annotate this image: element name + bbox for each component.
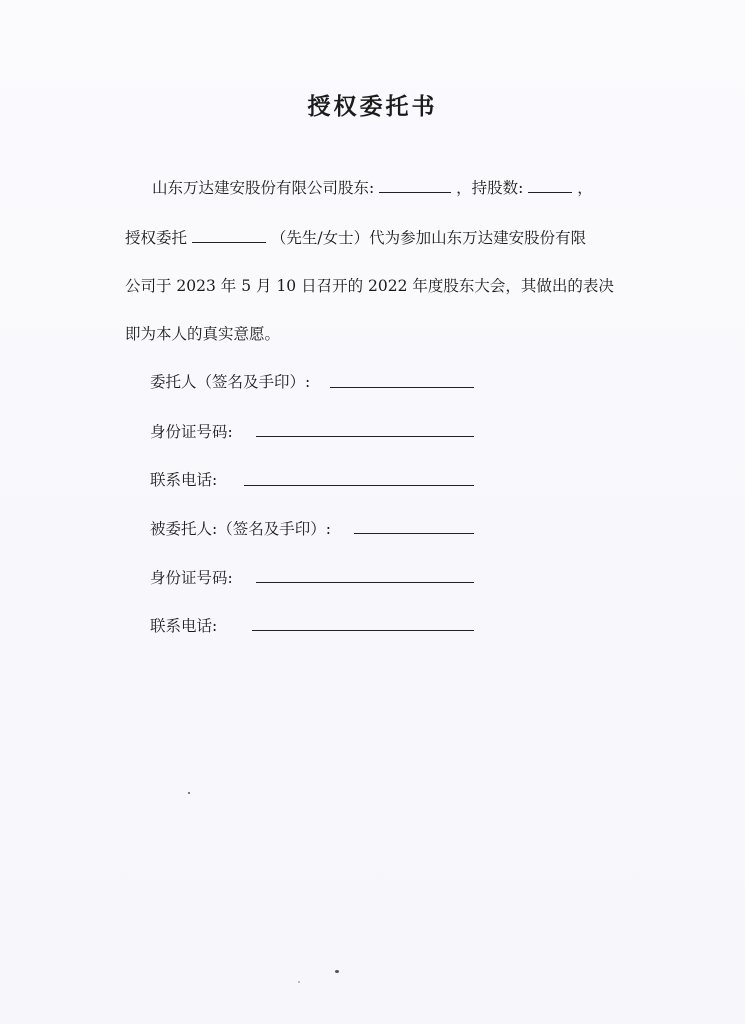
agent-signature-row: [150, 517, 331, 541]
scan-speck: [335, 970, 339, 973]
principal-id-line: [256, 436, 474, 437]
authorize-line: [125, 226, 645, 248]
principal-signature-line: [330, 387, 474, 388]
agent-id-line: [256, 582, 474, 583]
agent-id-row: [150, 566, 233, 590]
shareholder-name-blank: [379, 176, 451, 193]
scan-speck: [298, 981, 300, 983]
principal-phone-label: 联系电话:: [150, 471, 218, 489]
agent-signature-label: 被委托人:（签名及手印）:: [150, 520, 331, 538]
authorize-label: 授权委托: [125, 229, 188, 247]
agent-name-blank: [192, 226, 266, 243]
principal-id-row: [150, 420, 233, 444]
agent-phone-label: 联系电话:: [150, 617, 218, 635]
document-title: 授权委托书: [307, 93, 438, 120]
principal-phone-row: [150, 468, 217, 492]
principal-phone-line: [244, 485, 474, 486]
agent-signature-line: [354, 533, 474, 534]
agent-phone-line: [252, 630, 474, 631]
agent-phone-row: [150, 614, 217, 638]
authorize-text: （先生/女士）代为参加山东万达建安股份有限: [270, 229, 587, 247]
shareholder-line: [152, 176, 672, 198]
shareholder-label: 山东万达建安股份有限公司股东:: [152, 179, 375, 197]
principal-signature-label: 委托人（签名及手印）:: [150, 373, 311, 391]
shares-comma: ，: [577, 179, 593, 197]
intent-line: 即为本人的真实意愿。: [125, 325, 281, 343]
agent-id-label: 身份证号码:: [150, 569, 233, 587]
meeting-line: 公司于 2023 年 5 月 10 日召开的 2022 年度股东大会，其做出的表决: [125, 277, 614, 295]
shares-label: ，持股数:: [456, 179, 524, 197]
principal-id-label: 身份证号码:: [150, 423, 233, 441]
principal-signature-row: [150, 370, 310, 394]
shares-count-blank: [528, 176, 572, 193]
scan-speck: [188, 792, 190, 794]
